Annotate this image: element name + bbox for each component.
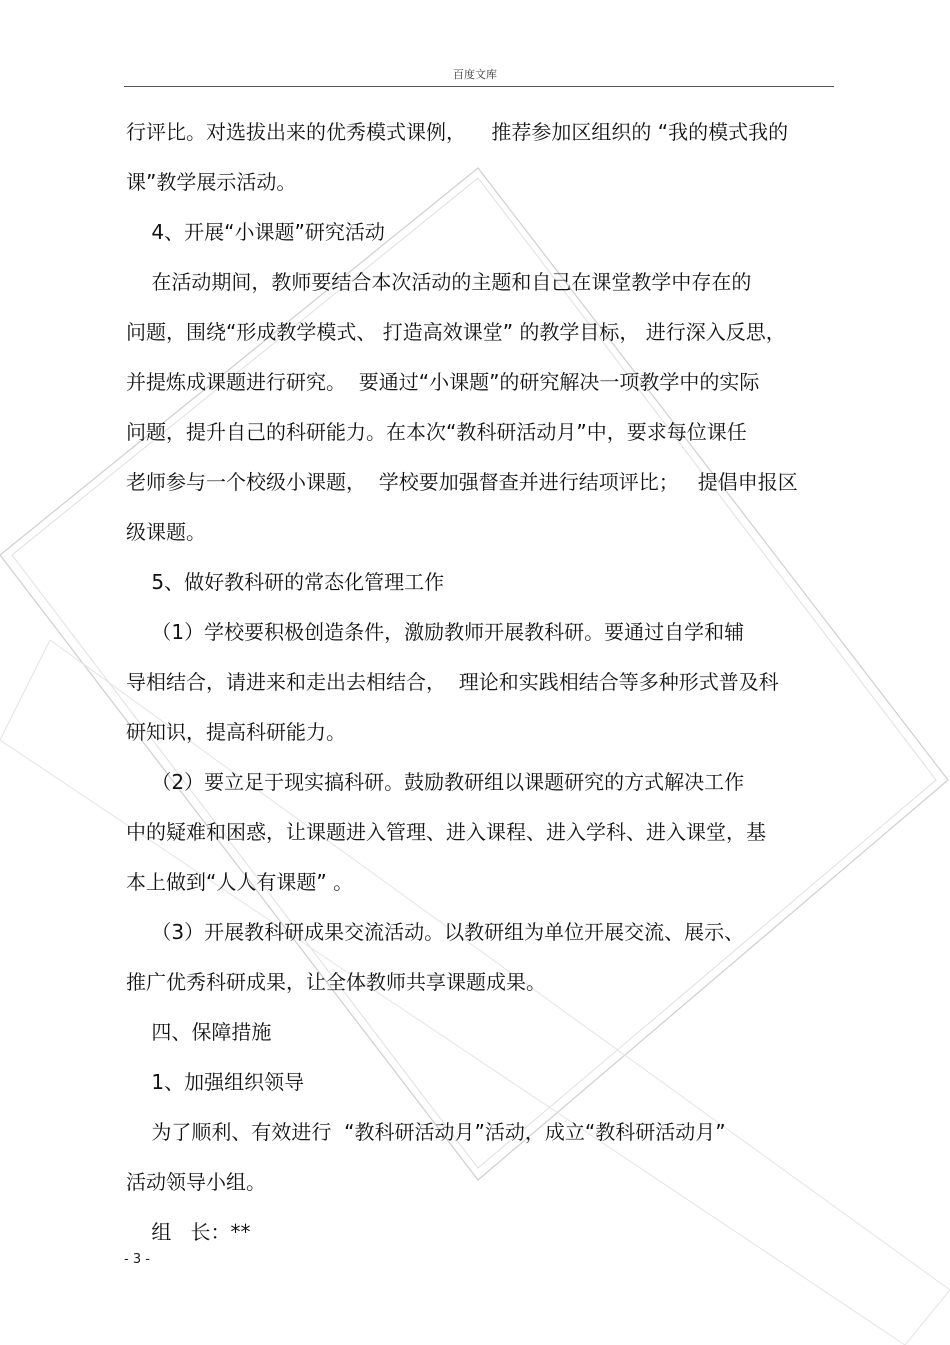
- paragraph-line: 为了顺利、有效进行 “教科研活动月”活动，成立“教科研活动月”: [126, 1120, 726, 1144]
- paragraph-line: 5、做好教科研的常态化管理工作: [126, 570, 445, 594]
- paragraph-line: 行评比。对选拔出来的优秀模式课例， 推荐参加区组织的 “我的模式我的: [126, 120, 789, 144]
- paragraph-line: 活动领导小组。: [126, 1170, 266, 1194]
- paragraph-line: 并提炼成课题进行研究。 要通过“小课题”的研究解决一项教学中的实际: [126, 370, 760, 394]
- paragraph-line: （2）要立足于现实搞科研。鼓励教研组以课题研究的方式解决工作: [126, 770, 745, 794]
- paragraph-line: 4、开展“小课题”研究活动: [126, 220, 385, 244]
- paragraph-line: （3）开展教科研成果交流活动。以教研组为单位开展交流、展示、: [126, 920, 745, 944]
- paragraph-line: 1、加强组织领导: [126, 1070, 305, 1094]
- paragraph-line: 推广优秀科研成果，让全体教师共享课题成果。: [126, 970, 546, 994]
- paragraph-line: 老师参与一个校级小课题， 学校要加强督查并进行结项评比； 提倡申报区: [126, 470, 798, 494]
- paragraph-line: 问题，围绕“形成教学模式、 打造高效课堂” 的教学目标， 进行深入反思，: [126, 320, 786, 344]
- paragraph-line: 研知识，提高科研能力。: [126, 720, 346, 744]
- paragraph-line: 组 长：**: [126, 1220, 251, 1244]
- header-label: 百度文库: [453, 68, 497, 81]
- paragraph-line: 导相结合，请进来和走出去相结合， 理论和实践相结合等多种形式普及科: [126, 670, 779, 694]
- paragraph-line: 四、保障措施: [126, 1020, 272, 1044]
- paragraph-line: 课”教学展示活动。: [126, 170, 297, 194]
- paragraph-line: 中的疑难和困惑，让课题进入管理、进入课程、进入学科、进入课堂，基: [126, 820, 766, 844]
- header-divider: [124, 86, 834, 87]
- page-number: - 3 -: [124, 1252, 150, 1267]
- paragraph-line: 本上做到“人人有课题” 。: [126, 870, 354, 894]
- paragraph-line: （1）学校要积极创造条件，激励教师开展教科研。要通过自学和辅: [126, 620, 745, 644]
- paragraph-line: 级课题。: [126, 520, 206, 544]
- paragraph-line: 问题，提升自己的科研能力。在本次“教科研活动月”中，要求每位课任: [126, 420, 747, 444]
- paragraph-line: 在活动期间，教师要结合本次活动的主题和自己在课堂教学中存在的: [126, 270, 752, 294]
